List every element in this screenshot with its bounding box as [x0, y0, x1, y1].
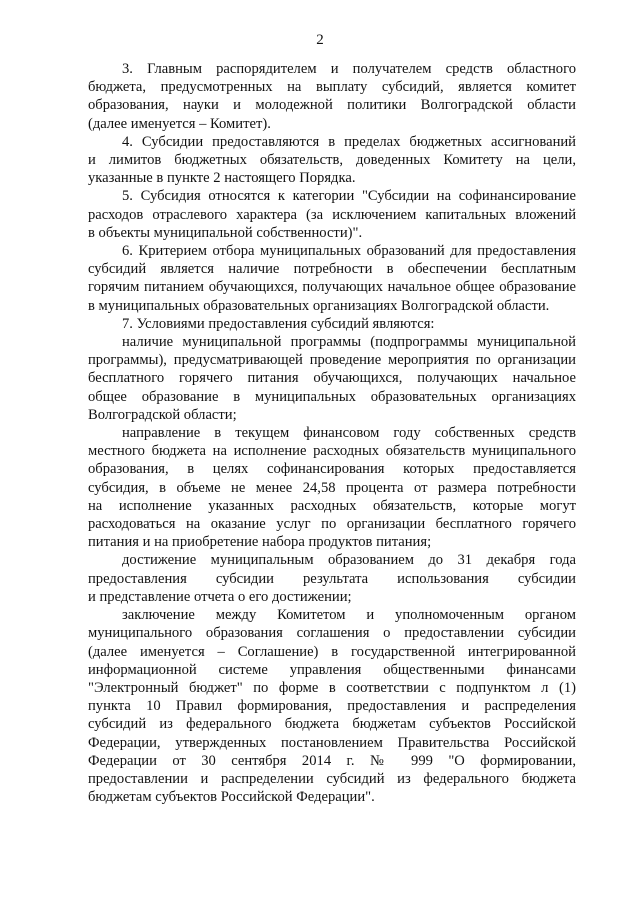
text-line: указанные в пункте 2 настоящего Порядка.: [88, 170, 356, 187]
text-line: предоставлении и распределении субсидий из федерального бюджета: [88, 770, 576, 787]
text-line: информационной системе управления общественными финансами: [88, 661, 576, 678]
text-line: заключение между Комитетом и уполномоченным органом: [122, 607, 576, 624]
text-line: в объекты муниципальной собственности)".: [88, 224, 363, 241]
text-line: муниципального образования соглашения о предоставлении субсидии: [88, 625, 576, 642]
text-line: общее образование в муниципальных образовательных организациях: [88, 388, 576, 405]
text-line: бюджетам субъектов Российской Федерации".: [88, 789, 375, 806]
text-line: расходоваться на оказание услуг по организации бесплатного горячего: [88, 516, 576, 533]
text-line: расходов отраслевого характера (за исключением капитальных вложений: [88, 206, 576, 223]
text-line: питания и на приобретение набора продуктов питания;: [88, 534, 432, 551]
text-line: образования, науки и молодежной политики Волгоградской области: [88, 97, 576, 114]
paragraph: [88, 60, 576, 133]
text-line: (далее именуется – Комитет).: [88, 115, 271, 132]
text-line: субсидия, в объеме не менее 24,58 процента от размера потребности: [88, 479, 576, 496]
text-line: предоставления субсидии результата использования субсидии: [88, 570, 576, 587]
text-line: 4. Субсидии предоставляются в пределах бюджетных ассигнований: [122, 133, 576, 150]
paragraph: [88, 242, 576, 315]
text-line: в муниципальных образовательных организациях Волгоградской области.: [88, 297, 550, 314]
text-line: пункта 10 Правил формирования, предоставления и распределения: [88, 698, 576, 715]
page-number: 2: [316, 32, 324, 48]
paragraph: [88, 187, 576, 242]
text-line: бесплатного горячего питания обучающихся, получающих начальное: [88, 370, 576, 387]
text-line: программы), предусматривающей проведение мероприятия по организации: [88, 352, 576, 369]
text-line: Волгоградской области;: [88, 406, 237, 423]
text-line: (далее именуется – Соглашение) в государственной интегрированной: [88, 643, 576, 660]
text-line: направление в текущем финансовом году собственных средств: [122, 425, 576, 442]
text-line: 7. Условиями предоставления субсидий являются:: [122, 315, 435, 332]
text-line: 5. Субсидия относятся к категории "Субсидии на софинансирование: [122, 188, 576, 205]
text-line: бюджета, предусмотренных на выплату субсидий, является комитет: [88, 79, 576, 96]
text-line: субсидий является наличие потребности в обеспечении бесплатным: [88, 261, 576, 278]
text-line: образования, в целях софинансирования которых предоставляется: [88, 461, 576, 478]
text-line: 6. Критерием отбора муниципальных образований для предоставления: [122, 243, 576, 260]
paragraph: [88, 133, 576, 188]
paragraph: [88, 551, 576, 606]
text-line: субсидий из федерального бюджета бюджетам субъектов Российской: [88, 716, 576, 733]
text-line: Федерации от 30 сентября 2014 г. № 999 "О формировании,: [88, 752, 576, 769]
text-line: местного бюджета на исполнение расходных обязательств муниципального: [88, 443, 576, 460]
paragraph: [88, 333, 576, 424]
paragraph: [88, 315, 576, 333]
text-line: и представление отчета о его достижении;: [88, 588, 352, 605]
text-line: "Электронный бюджет" по форме в соответствии с подпунктом л (1): [88, 679, 576, 696]
text-line: на исполнение указанных расходных обязательств, которые могут: [88, 497, 576, 514]
text-line: наличие муниципальной программы (подпрограммы муниципальной: [122, 334, 576, 351]
text-line: Федерации, утвержденных постановлением Правительства Российской: [88, 734, 576, 751]
document-body: [88, 60, 576, 806]
text-line: горячим питанием обучающихся, получающих начальное общее образование: [88, 279, 576, 296]
text-line: и лимитов бюджетных обязательств, доведенных Комитету на цели,: [88, 152, 576, 169]
text-line: 3. Главным распорядителем и получателем средств областного: [122, 61, 576, 77]
paragraph: [88, 424, 576, 551]
paragraph: [88, 606, 576, 806]
text-line: достижение муниципальным образованием до 31 декабря года: [122, 552, 576, 569]
